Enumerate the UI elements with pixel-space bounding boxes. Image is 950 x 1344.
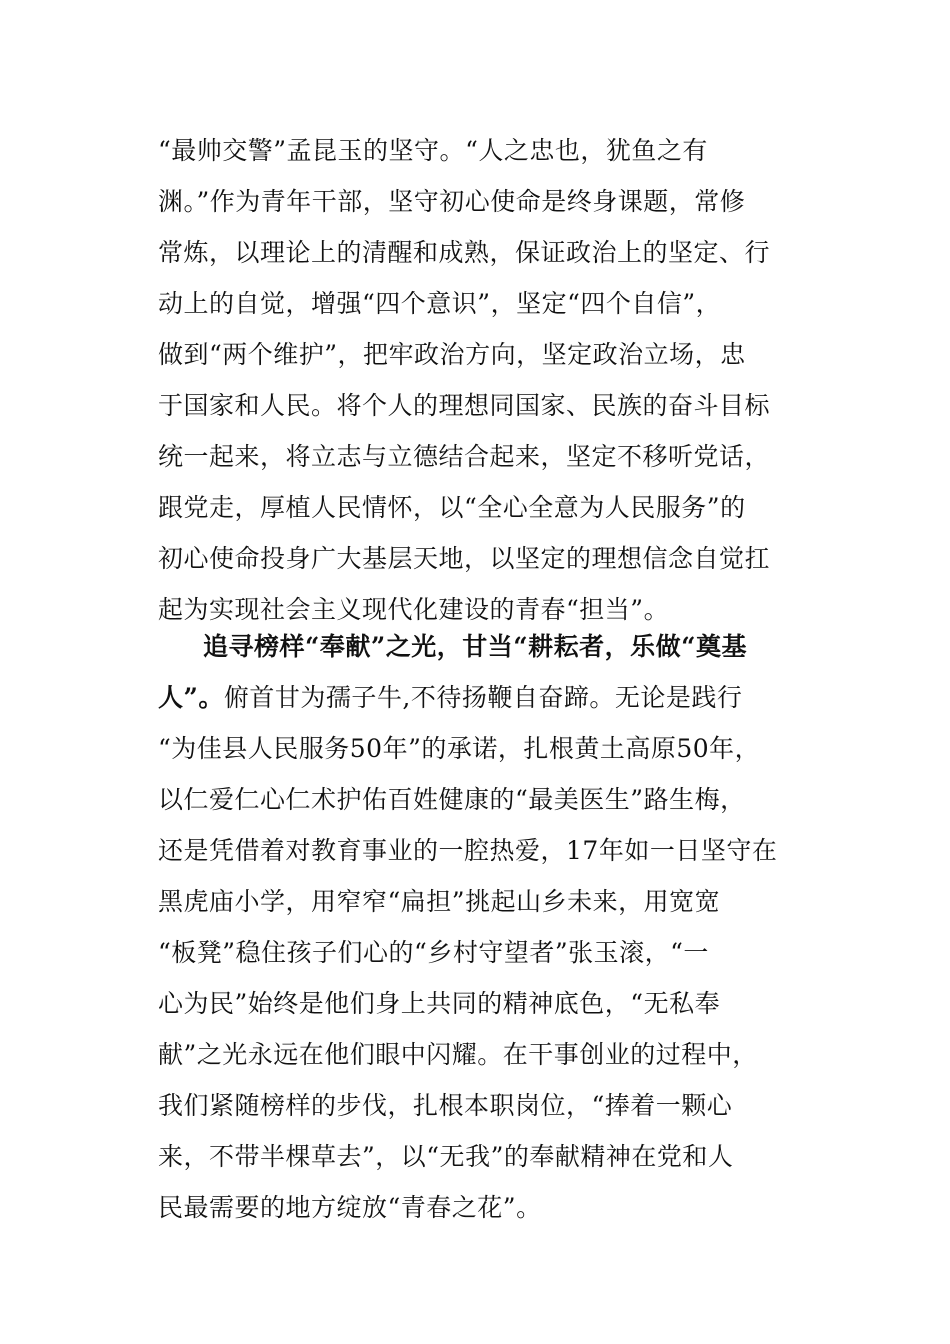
paragraph-2-line: 心为民”始终是他们身上共同的精神底色，“无私奉 (158, 989, 721, 1018)
paragraph-1-line: 起为实现社会主义现代化建设的青春“担当”。 (158, 595, 670, 624)
paragraph-1-line: 跟党走，厚植人民情怀，以“全心全意为人民服务”的 (158, 493, 746, 522)
paragraph-1-line: 渊。”作为青年干部，坚守初心使命是终身课题，常修 (158, 187, 746, 216)
paragraph-1-line: 常炼，以理论上的清醒和成熟，保证政治上的坚定、行 (158, 238, 771, 267)
paragraph-2-line: 我们紧随榜样的步伐，扎根本职岗位，“捧着一颗心 (158, 1091, 733, 1120)
paragraph-2-line: 还是凭借着对教育事业的一腔热爱，17年如一日坚守在 (158, 836, 778, 865)
paragraph-2-line: 来，不带半棵草去”，以“无我”的奉献精神在党和人 (158, 1142, 734, 1171)
paragraph-1-line: 动上的自觉，增强“四个意识”，坚定“四个自信”， (158, 289, 722, 318)
paragraph-1-line: “最帅交警”孟昆玉的坚守。“人之忠也，犹鱼之有 (158, 136, 708, 165)
paragraph-2-line: 献”之光永远在他们眼中闪耀。在干事创业的过程中， (158, 1040, 758, 1069)
paragraph-1-line: 于国家和人民。将个人的理想同国家、民族的奋斗目标 (158, 391, 771, 420)
paragraph-2-line: 以仁爱仁心仁术护佑百姓健康的“最美医生”路生梅， (158, 785, 746, 814)
paragraph-2-heading-end: 人”。 (158, 683, 224, 712)
paragraph-2-heading: 追寻榜样“奉献”之光，甘当“耕耘者，乐做“奠基 (203, 632, 748, 661)
paragraph-2-line: 民最需要的地方绽放“青春之花”。 (158, 1193, 542, 1222)
paragraph-1-line: 统一起来，将立志与立德结合起来，坚定不移听党话， (158, 442, 771, 471)
paragraph-2-line: “为佳县人民服务50年”的承诺，扎根黄土高原50年， (158, 734, 761, 763)
paragraph-1-line: 初心使命投身广大基层天地，以坚定的理想信念自觉扛 (158, 544, 771, 573)
paragraph-2-line: “板凳”稳住孩子们心的“乡村守望者”张玉滚，“一 (158, 938, 709, 967)
paragraph-2-line: 黑虎庙小学，用窄窄“扁担”挑起山乡未来，用宽宽 (158, 887, 721, 916)
paragraph-1-line: 做到“两个维护”，把牢政治方向，坚定政治立场，忠 (158, 340, 746, 369)
paragraph-2-text-start: 俯首甘为孺子牛,不待扬鞭自奋蹄。无论是践行 (223, 683, 743, 712)
paragraph-2-heading-continuation (158, 683, 742, 713)
